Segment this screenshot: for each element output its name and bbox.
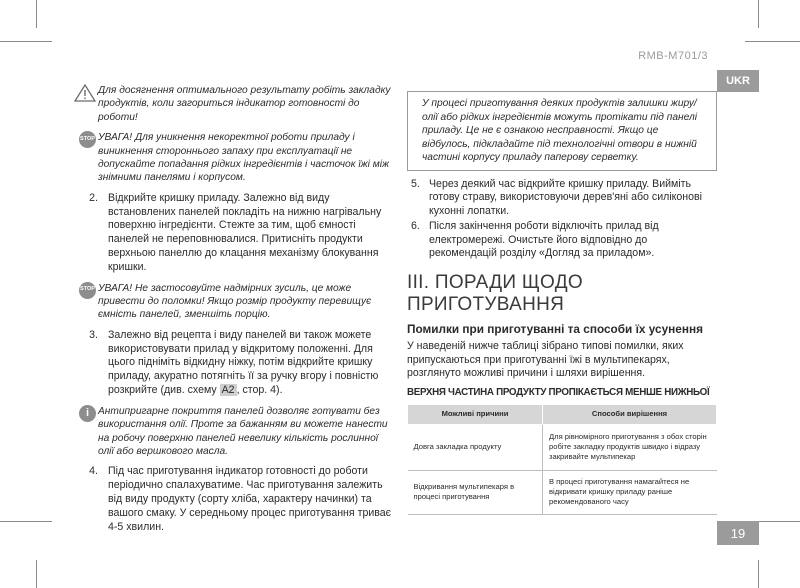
warning-text: Для досягнення оптимального результату робіть закладку продуктів, коли загориться індикатор готовності до роботи!	[98, 85, 391, 123]
info-box: У процесі приготування деяких продуктів залишки жиру/олії або рідких інгредієнтів можуть протікати під панелі приладу. Це не є ознакою несправності. Якщо це відбулось, підкладайте під технологічні отвори в нижній частині корпусу приладу паперову серветку.	[407, 91, 717, 171]
crop-mark	[745, 41, 800, 42]
scheme-reference: A2	[221, 384, 235, 397]
page-number: 19	[717, 521, 759, 545]
step-number: 2.	[89, 191, 98, 204]
right-column	[407, 91, 717, 515]
table-header-row	[408, 404, 717, 424]
table-title: ВЕРХНЯ ЧАСТИНА ПРОДУКТУ ПРОПІКАЄТЬСЯ МЕНШЕ НИЖНЬОЇ	[407, 386, 710, 398]
table-row	[408, 424, 717, 470]
step-text-part: Залежно від рецепта і виду панелей ви також можете використовувати прилад у відкритому положенні. Для цього підніміть відкидну ніжку, потім відкрийте кришку приладу, акуратно потягніть її за ручку вгору і повністю розкрийте (див. схему	[108, 328, 379, 397]
table-cell-cause: Відкривання мультипекаря в процесі приготування	[408, 470, 543, 514]
crop-mark	[36, 0, 37, 28]
table-row	[408, 470, 717, 514]
step-4	[70, 465, 392, 534]
info-icon: i	[79, 405, 96, 422]
intro-paragraph: У наведеній нижче таблиці зібрано типові помилки, яких припускаються при приготуванні їжі в мультипекарях, розглянуто можливі причини і шляхи вирішення.	[407, 340, 684, 380]
step-3	[70, 329, 392, 398]
stop-note	[70, 282, 392, 322]
step-text: Під час приготування індикатор готовності до роботи періодично спалахуватиме. Час приготування залежить від виду продукту (сорту хліба, характеру начинки) та вашого смаку. У середньому процес приготування триває 4-5 хвилин.	[108, 465, 392, 533]
table-cell-solution: В процесі приготування намагайтеся не відкривати кришку приладу раніше рекомендованого часу	[543, 470, 717, 514]
step-text: Через деякий час відкрийте кришку приладу. Вийміть готову страву, використовуючи дерев'яні або силіконові кухонні лопатки.	[429, 177, 703, 217]
step-text: Відкрийте кришку приладу. Залежно від виду встановлених панелей покладіть на нижню нагрівальну поверхню інгредієнти. Стежте за тим, щоб ємності панелей не переповнювалися. Притисніть продукти верхньою панеллю до клацання механізму блокування кришки.	[108, 191, 382, 273]
step-number: 5.	[411, 177, 420, 190]
step-6	[407, 220, 717, 260]
warning-triangle-icon	[74, 84, 96, 102]
info-note	[70, 405, 392, 459]
stop-text: УВАГА! Для уникнення некоректної роботи приладу і виникнення стороннього запаху при експлуатації не допускайте попадання рідких інгредієнтів і часточок їжі між знімними панелями і корпусом.	[98, 132, 389, 184]
step-number: 4.	[89, 465, 98, 478]
crop-mark	[758, 560, 759, 588]
section-title: III. ПОРАДИ ЩОДО ПРИГОТУВАННЯ	[407, 272, 583, 316]
stop-icon: STOP	[79, 282, 96, 299]
table-header-solutions: Способи вирішення	[543, 404, 717, 424]
stop-note	[70, 131, 392, 185]
model-number: RMB-M701/3	[638, 50, 708, 62]
table-header-causes: Можливі причини	[408, 404, 543, 424]
left-column	[70, 84, 392, 541]
table-cell-solution: Для рівномірного приготування з обох сторін робіте закладку продуктів швидко і відразу закривайте мультипекар	[543, 424, 717, 470]
step-5	[407, 178, 717, 218]
step-2	[70, 192, 392, 275]
step-text: Після закінчення роботи відключіть прилад від електромережі. Очистьте його відповідно до рекомендацій розділу «Догляд за приладом».	[429, 220, 659, 259]
stop-text: УВАГА! Не застосовуйте надмірних зусиль, це може привести до поломки! Якщо розмір продукту перевищує ємність панелей, зменшіть порцію.	[98, 282, 372, 321]
warning-note	[70, 84, 392, 124]
info-text: Антипригарне покриття панелей дозволяє готувати без використання олії. Проте за бажанням ви можете нанести на робочу поверхню панелей невелику кількість рослинної олії або вершкового масла.	[98, 405, 388, 458]
crop-mark	[36, 560, 37, 588]
step-number: 3.	[89, 328, 98, 341]
table-cell-cause: Довга закладка продукту	[408, 424, 543, 470]
step-number: 6.	[411, 220, 420, 233]
troubleshooting-table	[407, 404, 717, 515]
crop-mark	[0, 41, 52, 42]
crop-mark	[0, 521, 52, 522]
crop-mark	[758, 0, 759, 28]
step-text-part: , стор. 4).	[236, 384, 283, 397]
language-tab: UKR	[717, 70, 759, 92]
subsection-heading: Помилки при приготуванні та способи їх усунення	[407, 322, 703, 337]
step-text	[108, 329, 392, 398]
stop-icon: STOP	[79, 131, 96, 148]
